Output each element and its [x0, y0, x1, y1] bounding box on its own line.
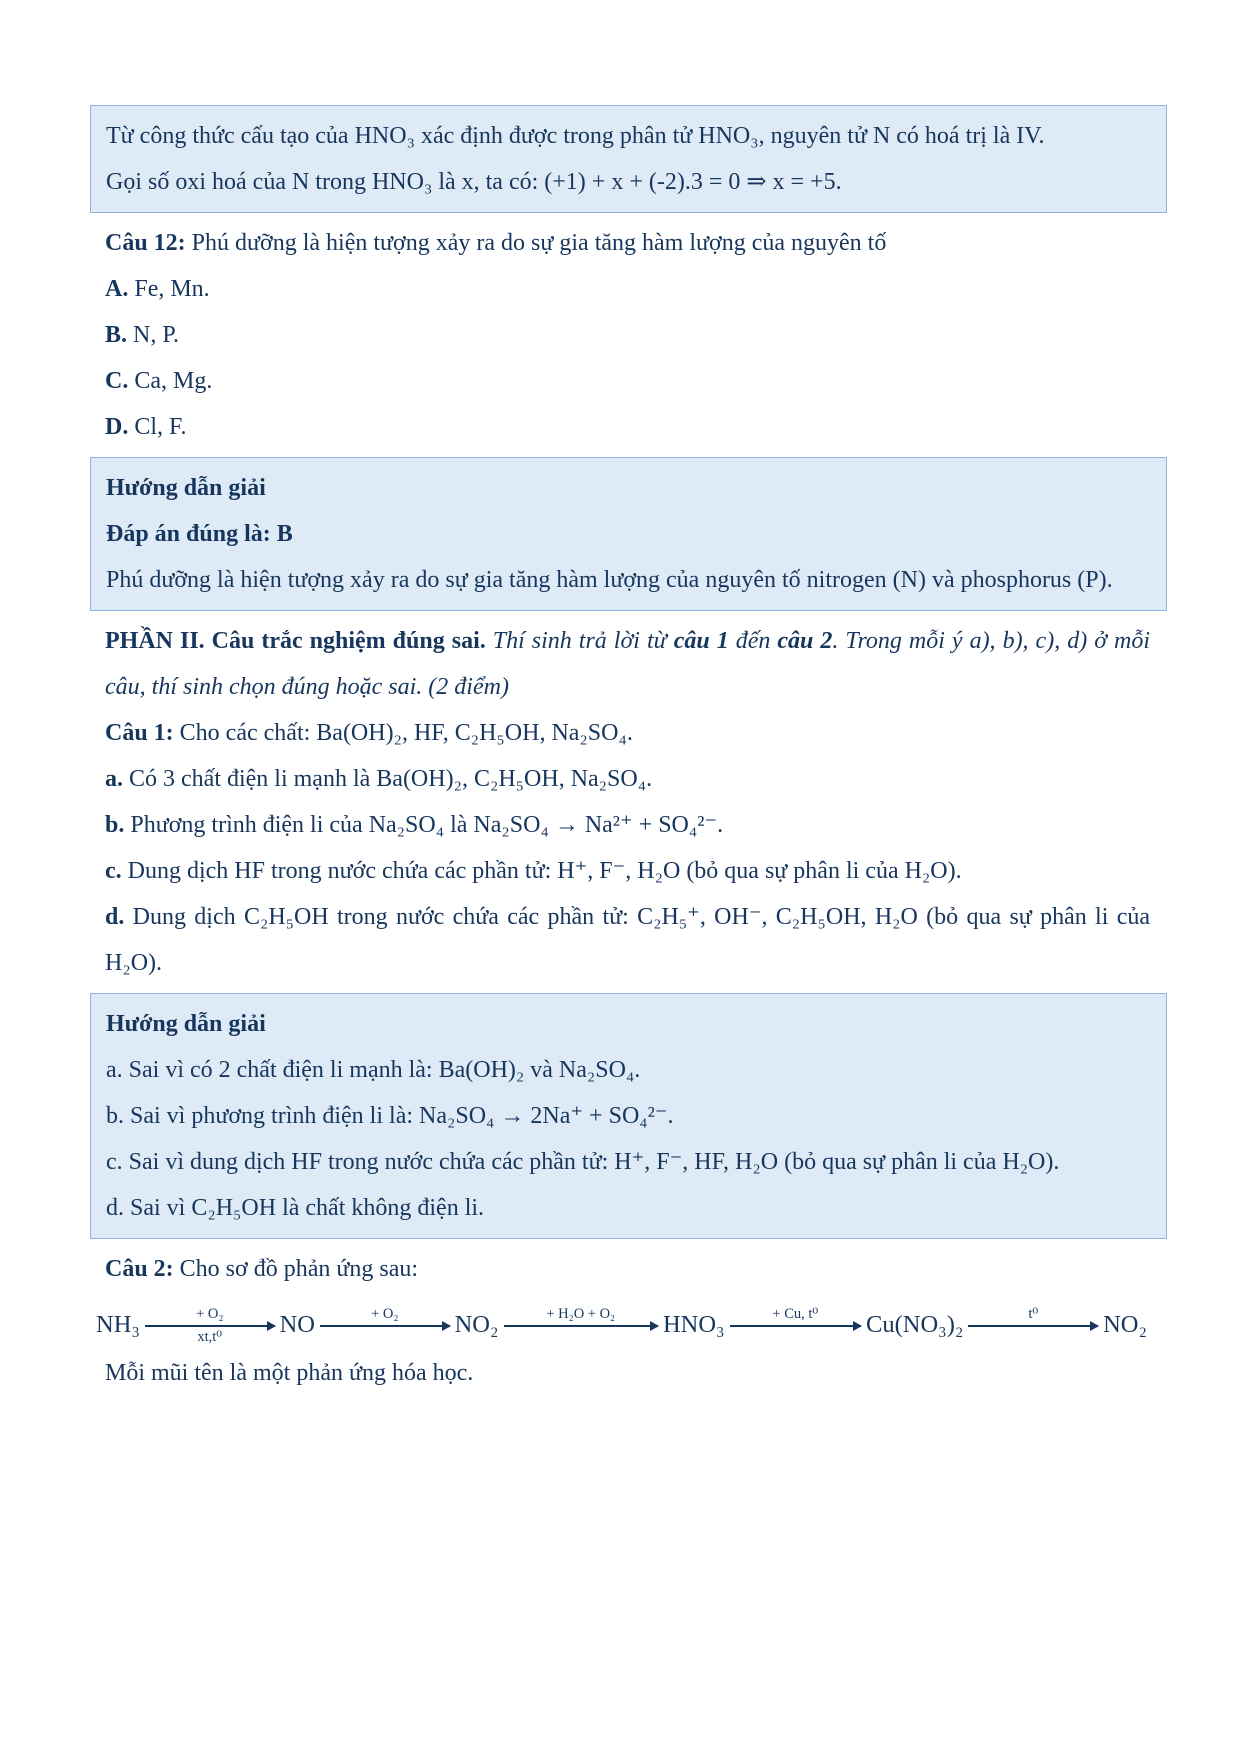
reaction-arrow [145, 1306, 275, 1346]
right-arrow-icon [504, 1325, 658, 1327]
solution-text: Phú dưỡng là hiện tượng xảy ra do sự gia tăng hàm lượng của nguyên tố nitrogen (N) và phosphorus (P). [106, 567, 1113, 593]
statement-text: Phương trình điện li của Na₂SO₄ là Na₂SO₄ → Na²⁺ + SO₄²⁻. [130, 812, 724, 838]
chemical-formula: HNO₃ [662, 1311, 725, 1339]
statement-c [105, 848, 1150, 894]
reaction-arrow [730, 1306, 861, 1346]
instruction-italic: . Trong mỗi ý a), b), c), d) ở mỗi câu, thí sinh chọn đúng hoặc sai. (2 điểm) [105, 628, 1151, 700]
option-letter: C. [105, 368, 129, 394]
statement-letter: a. [105, 766, 123, 792]
solution-box-q1 [90, 993, 1167, 1239]
question-text: Cho sơ đồ phản ứng sau: [179, 1256, 419, 1282]
correct-answer: Đáp án đúng là: B [106, 521, 293, 547]
arrow-condition-top: + O₂ [196, 1306, 224, 1322]
solution-heading: Hướng dẫn giải [106, 475, 266, 501]
solution-line-d: d. Sai vì C₂H₅OH là chất không điện li. [106, 1195, 485, 1221]
chemical-formula: NO₂ [1103, 1311, 1148, 1339]
question-text: Cho các chất: Ba(OH)₂, HF, C₂H₅OH, Na₂SO₄. [179, 720, 633, 746]
question-number: Câu 2: [105, 1256, 174, 1282]
solution-heading: Hướng dẫn giải [106, 1011, 266, 1037]
instruction-italic: đến [728, 628, 778, 654]
option-b [105, 312, 1150, 358]
statement-letter: b. [105, 812, 125, 838]
reaction-scheme [93, 1306, 1150, 1346]
option-text: Cl, F. [134, 414, 187, 440]
option-text: N, P. [133, 322, 180, 348]
statement-letter: d. [105, 904, 125, 930]
arrow-condition-top: + O₂ [371, 1306, 399, 1322]
statement-a [105, 756, 1150, 802]
right-arrow-icon [968, 1325, 1098, 1327]
arrow-condition-top: + H₂O + O₂ [546, 1306, 616, 1322]
question-1 [105, 710, 1150, 756]
option-letter: D. [105, 414, 129, 440]
arrow-condition-bottom [320, 1329, 450, 1346]
solution-line-c: c. Sai vì dung dịch HF trong nước chứa các phần tử: H⁺, F⁻, HF, H₂O (bỏ qua sự phân li của H₂O). [106, 1149, 1060, 1175]
arrow-condition-bottom: xt,t⁰ [197, 1328, 223, 1345]
solution-line-b: b. Sai vì phương trình điện li là: Na₂SO₄ → 2Na⁺ + SO₄²⁻. [106, 1103, 674, 1129]
question-number: Câu 12: [105, 230, 186, 256]
solution-line: Từ công thức cấu tạo của HNO₃ xác định được trong phân tử HNO₃, nguyên tử N có hoá trị là IV. [106, 123, 1045, 149]
option-letter: A. [105, 276, 129, 302]
arrow-condition-top: + Cu, t⁰ [772, 1306, 819, 1322]
reaction-note: Mỗi mũi tên là một phản ứng hóa học. [105, 1359, 474, 1386]
statement-text: Có 3 chất điện li mạnh là Ba(OH)₂, C₂H₅OH, Na₂SO₄. [129, 766, 653, 792]
chemical-formula: NO [279, 1311, 315, 1339]
option-a [105, 266, 1150, 312]
chemical-formula: Cu(NO₃)₂ [866, 1311, 964, 1339]
arrow-condition-bottom [504, 1329, 658, 1346]
statement-text: Dung dịch HF trong nước chứa các phần tử: H⁺, F⁻, H₂O (bỏ qua sự phân li của H₂O). [127, 858, 962, 884]
reaction-arrow [320, 1306, 450, 1346]
statement-b [105, 802, 1150, 848]
instruction-bold-italic: câu 2 [777, 628, 833, 654]
right-arrow-icon [730, 1325, 861, 1327]
question-number: Câu 1: [105, 720, 174, 746]
chemical-formula: NO₂ [454, 1311, 499, 1339]
instruction-bold-italic: câu 1 [673, 628, 729, 654]
right-arrow-icon [320, 1325, 450, 1327]
statement-letter: c. [105, 858, 122, 884]
option-text: Fe, Mn. [134, 276, 210, 302]
statement-d [105, 894, 1150, 986]
option-d [105, 404, 1150, 450]
arrow-condition-bottom [968, 1329, 1098, 1346]
solution-line: Gọi số oxi hoá của N trong HNO₃ là x, ta có: (+1) + x + (-2).3 = 0 ⇒ x = +5. [106, 169, 842, 195]
option-text: Ca, Mg. [134, 368, 213, 394]
heading-bold: PHẦN II. Câu trắc nghiệm đúng sai. [105, 628, 486, 654]
solution-line-a: a. Sai vì có 2 chất điện li mạnh là: Ba(OH)₂ và Na₂SO₄. [106, 1057, 641, 1083]
question-12 [105, 220, 1150, 266]
option-c [105, 358, 1150, 404]
instruction-italic: Thí sinh trả lời từ [485, 628, 674, 654]
section-heading-part2 [105, 618, 1150, 710]
option-letter: B. [105, 322, 128, 348]
question-2 [105, 1246, 1150, 1292]
question-text: Phú dưỡng là hiện tượng xảy ra do sự gia tăng hàm lượng của nguyên tố [191, 230, 887, 256]
reaction-arrow [968, 1306, 1098, 1346]
reaction-arrow [504, 1306, 658, 1346]
solution-box-hno3 [90, 105, 1167, 213]
arrow-condition-bottom [730, 1329, 861, 1346]
arrow-condition-top: t⁰ [1028, 1306, 1039, 1322]
chemical-formula: NH₃ [96, 1311, 140, 1339]
solution-box-q12 [90, 457, 1167, 611]
statement-text: Dung dịch C₂H₅OH trong nước chứa các phần tử: C₂H₅⁺, OH⁻, C₂H₅OH, H₂O (bỏ qua sự phân li của H₂O). [105, 904, 1151, 976]
right-arrow-icon [145, 1325, 275, 1327]
